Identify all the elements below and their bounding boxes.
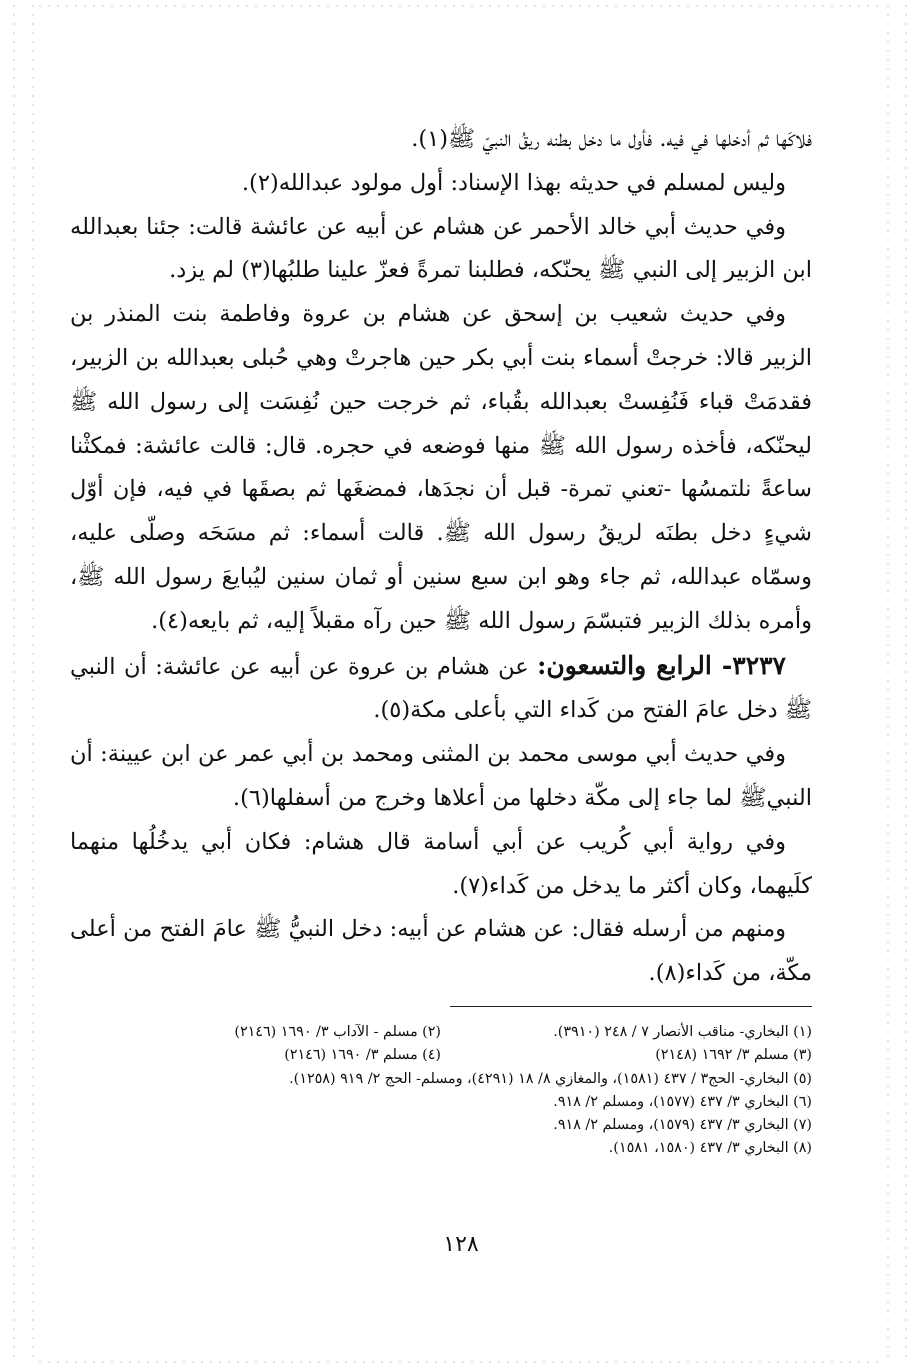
footnote-row: [70, 1044, 812, 1067]
footnote-separator: [450, 1006, 812, 1007]
paragraph: وفي حديث أبي خالد الأحمر عن هشام عن أبيه عن عائشة قالت: جئنا بعبدالله ابن الزبير إلى النبي ﷺ يحنّكه، فطلبنا تمرةً فعزّ علينا طلبُها(٣) لم يزد.: [70, 213, 812, 284]
footnote: (٦) البخاري ٣/ ٤٣٧ (١٥٧٧)، ومسلم ٢/ ٩١٨.: [553, 1093, 812, 1110]
footnotes: [70, 1021, 812, 1161]
footnote: (٤) مسلم ٣/ ١٦٩٠ (٢١٤٦): [284, 1047, 441, 1064]
paragraph: وفي حديث أبي موسى محمد بن المثنى ومحمد بن أبي عمر عن ابن عيينة: أن النبيﷺ لما جاء إلى مكّة دخلها من أعلاها وخرج من أسفلها(٦).: [70, 741, 812, 811]
paragraph: وفي حديث شعيب بن إسحق عن هشام بن عروة وفاطمة بنت المنذر بن الزبير قالا: خرجتْ أسماء بنت أبي بكر حين هاجرتْ وهي حُبلى بعبدالله بن الزبير، فقدمَتْ قباء فَنُفِستْ بعبدالله بقُباء، ثم خرجت حين نُفِسَت إلى رسول الله ﷺ ليحنّكه، فأخذه رسول الله ﷺ منها فوضعه في حجره. قال: قالت عائشة: فمكثْنا ساعةً نلتمسُها -تعني تمرة- قبل أن نجدَها، فمضغَها ثم بصقَها في فيه، فإن أوّل شيءٍ دخل بطنَه لريقُ رسول الله ﷺ. قالت أسماء: ثم مسَحَه وصلّى عليه، وسمّاه عبدالله، ثم جاء وهو ابن سبع سنين أو ثمان سنين ليُبايعَ رسول الله ﷺ، وأمره بذلك الزبير فتبسّمَ رسول الله ﷺ حين رآه مقبلاً إليه، ثم بايعه(٤).: [70, 301, 812, 634]
footnote: (٥) البخاري- الحج٣ / ٤٣٧ (١٥٨١)، والمغازي ٨/ ١٨ (٤٢٩١)، ومسلم- الحج ٢/ ٩١٩ (١٢٥٨).: [289, 1070, 812, 1087]
footnote: (٣) مسلم ٣/ ١٦٩٢ (٢١٤٨): [655, 1047, 812, 1064]
paragraph: فلاكَها ثم أدخلها في فيه. فأول ما دخل بطنه ريقُ النبيّ ﷺ(١).: [411, 126, 812, 152]
paragraph: وليس لمسلم في حديثه بهذا الإسناد: أول مولود عبدالله(٢).: [241, 169, 786, 196]
body-text: [70, 118, 812, 996]
footnote: (٢) مسلم - الآداب ٣/ ١٦٩٠ (٢١٤٦): [234, 1023, 441, 1040]
paragraph: ومنهم من أرسله فقال: عن هشام عن أبيه: دخل النبيُّ ﷺ عامَ الفتح من أعلى مكّة، من كَداء(٨).: [70, 916, 812, 987]
footnote: (٧) البخاري ٣/ ٤٣٧ (١٥٧٩)، ومسلم ٢/ ٩١٨.: [553, 1117, 812, 1134]
hadith-paragraph: [70, 644, 812, 734]
paragraph: وفي رواية أبي كُريب عن أبي أسامة قال هشام: فكان أبي يدخُلُها منهما كلَيهما، وكان أكثر ما يدخل من كَداء(٧).: [70, 828, 812, 899]
footnote: (١) البخاري- مناقب الأنصار ٧ / ٢٤٨ (٣٩١٠).: [553, 1023, 812, 1040]
footnote-row: [70, 1021, 812, 1044]
page-content: [70, 118, 812, 1161]
hadith-text: عن هشام بن عروة عن أبيه عن عائشة: أن النبي ﷺ دخل عامَ الفتح من كَداء التي بأعلى مكة(٥).: [70, 653, 812, 724]
footnote: (٨) البخاري ٣/ ٤٣٧ (١٥٨٠، ١٥٨١).: [608, 1140, 812, 1157]
hadith-number: ٣٢٣٧- الرابع والتسعون:: [537, 650, 786, 680]
page-number: ١٢٨: [443, 1232, 479, 1257]
